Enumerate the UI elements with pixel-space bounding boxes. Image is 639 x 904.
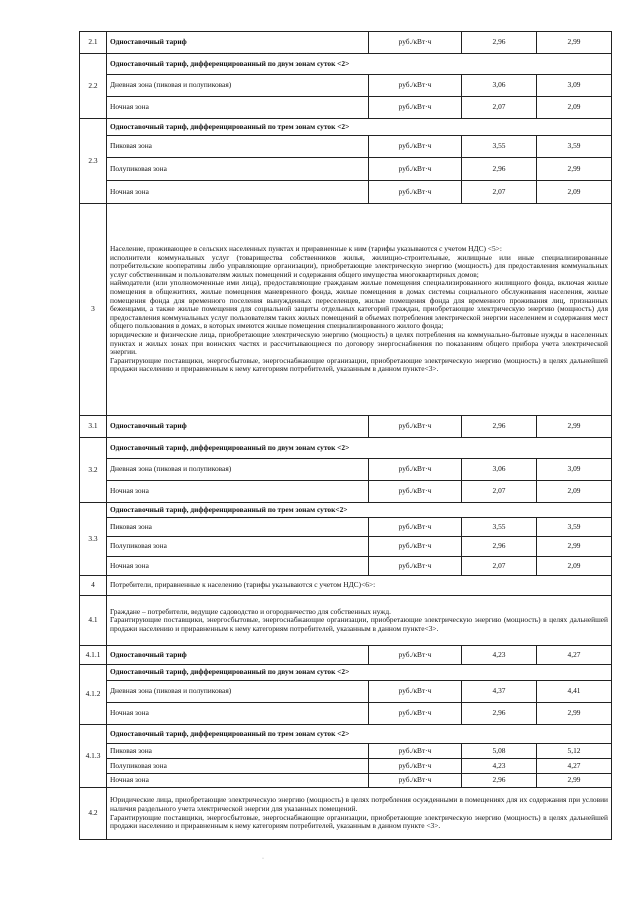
tariff-value-first-half: 4,23 (462, 759, 537, 774)
tariff-value-first-half: 3,06 (462, 459, 537, 481)
paragraph: Население, проживающее в сельских населенных пунктах и приравненные к ним (тарифы указываются с учетом НДС) <5>: (110, 244, 502, 254)
zone-label: Ночная зона (107, 774, 369, 788)
row-number: 4.1.3 (80, 725, 107, 788)
table-row (80, 32, 612, 54)
table-row (80, 97, 612, 119)
table-row (80, 204, 612, 416)
paragraph: Гарантирующие поставщики, энергосбытовые, энергоснабжающие организации, приобретающие электрическую энергию (мощность) в целях дальнейшей продажи населению и приравненным к нему категориям потребителей, указанным в данном пункте <3>. (110, 812, 608, 831)
tariff-value-second-half: 5,12 (537, 744, 612, 759)
paragraph: Гарантирующие поставщики, энергосбытовые, энергоснабжающие организации, приобретающие электрическую энергию (мощность) в целях дальнейшей продажи населению и приравненным к нему категориям потребителей, указанным в данном пункте<3>. (110, 615, 608, 633)
table-row (80, 665, 612, 681)
table-row (80, 596, 612, 646)
zone-label: Ночная зона (107, 97, 369, 119)
consumer-description (107, 596, 612, 646)
tariff-value-first-half: 2,07 (462, 181, 537, 204)
unit-cell: руб./кВт·ч (369, 774, 462, 788)
tariff-value-first-half: 2,96 (462, 703, 537, 725)
scan-mark: · (262, 856, 264, 862)
zone-label: Ночная зона (107, 181, 369, 204)
row-number: 4.1 (80, 596, 107, 646)
table-row (80, 788, 612, 840)
table-row (80, 136, 612, 158)
table-row (80, 576, 612, 596)
unit-cell: руб./кВт·ч (369, 759, 462, 774)
zone-label: Ночная зона (107, 557, 369, 576)
table-row (80, 181, 612, 204)
unit-cell: руб./кВт·ч (369, 703, 462, 725)
section-header: Одноставочный тариф, дифференцированный по трем зонам суток <2> (107, 725, 612, 744)
unit-cell: руб./кВт·ч (369, 646, 462, 665)
section-title: Потребители, приравненные к населению (тарифы указываются с учетом НДС)<6>: (107, 576, 612, 596)
section-header: Одноставочный тариф, дифференцированный по двум зонам суток <2> (107, 438, 612, 459)
paragraph: исполнители коммунальных услуг (товарищества собственников жилья, жилищно-строительные, жилищные или иные специализированные потребительские кооперативы либо управляющие организации), приобретающие электрическую энергию (мощность) для предоставления коммунальных услуг собственникам и пользователям жилых помещений и содержания общего имущества многоквартирных домов; (110, 252, 608, 279)
tariff-value-second-half: 2,99 (537, 416, 612, 438)
table-row (80, 518, 612, 537)
zone-label: Ночная зона (107, 481, 369, 503)
table-row (80, 75, 612, 97)
tariff-value-second-half: 3,09 (537, 75, 612, 97)
table-row (80, 503, 612, 518)
row-number: 3 (80, 204, 107, 416)
zone-label: Дневная зона (пиковая и полупиковая) (107, 459, 369, 481)
table-row (80, 537, 612, 557)
tariff-label: Одноставочный тариф (107, 416, 369, 438)
row-number: 4.1.1 (80, 646, 107, 665)
consumer-description (107, 788, 612, 840)
table-row (80, 438, 612, 459)
zone-label: Пиковая зона (107, 744, 369, 759)
table-row (80, 158, 612, 181)
tariff-value-second-half: 2,99 (537, 158, 612, 181)
tariff-value-second-half: 4,27 (537, 646, 612, 665)
unit-cell: руб./кВт·ч (369, 537, 462, 557)
row-number: 4.1.2 (80, 665, 107, 725)
tariff-value-first-half: 2,07 (462, 481, 537, 503)
unit-cell: руб./кВт·ч (369, 32, 462, 54)
row-number: 3.1 (80, 416, 107, 438)
tariff-value-second-half: 2,99 (537, 774, 612, 788)
tariff-value-second-half: 2,99 (537, 537, 612, 557)
tariff-value-second-half: 2,09 (537, 481, 612, 503)
table-row (80, 774, 612, 788)
tariff-value-second-half: 2,99 (537, 703, 612, 725)
unit-cell: руб./кВт·ч (369, 481, 462, 503)
zone-label: Полупиковая зона (107, 759, 369, 774)
table-row (80, 557, 612, 576)
table-row (80, 725, 612, 744)
tariff-value-second-half: 4,41 (537, 681, 612, 703)
tariff-value-first-half: 3,06 (462, 75, 537, 97)
section-header: Одноставочный тариф, дифференцированный по двум зонам суток <2> (107, 665, 612, 681)
tariff-value-second-half: 3,59 (537, 136, 612, 158)
unit-cell: руб./кВт·ч (369, 75, 462, 97)
zone-label: Полупиковая зона (107, 537, 369, 557)
unit-cell: руб./кВт·ч (369, 518, 462, 537)
paragraph: Граждане – потребители, ведущие садоводство и огородничество для собственных нужд. (110, 606, 392, 616)
table-row (80, 744, 612, 759)
row-number: 4 (80, 576, 107, 596)
table-row (80, 119, 612, 136)
tariff-value-second-half: 2,09 (537, 97, 612, 119)
section-header: Одноставочный тариф, дифференцированный по трем зонам суток<2> (107, 503, 612, 518)
unit-cell: руб./кВт·ч (369, 459, 462, 481)
unit-cell: руб./кВт·ч (369, 158, 462, 181)
tariff-value-first-half: 4,37 (462, 681, 537, 703)
tariff-label: Одноставочный тариф (107, 646, 369, 665)
tariff-value-second-half: 2,99 (537, 32, 612, 54)
table-row (80, 759, 612, 774)
zone-label: Дневная зона (пиковая и полупиковая) (107, 75, 369, 97)
tariff-label: Одноставочный тариф (107, 32, 369, 54)
paragraph: Юридические лица, приобретающие электрическую энергию (мощность) в целях потребления осужденными в помещениях для их содержания при условии наличия раздельного учета электрической энергии для указанных помещений. (110, 795, 608, 813)
table-row (80, 54, 612, 75)
paragraph: юридические и физические лица, приобретающие электрическую энергию (мощность) в целях потребления на коммунально-бытовые нужды в населенных пунктах и жилых зонах при воинских частях и рассчитывающиеся по договору энергоснабжения по показаниям общего прибора учета электрической энергии. (110, 329, 608, 357)
row-number: 2.3 (80, 119, 107, 204)
table-row (80, 646, 612, 665)
tariff-value-first-half: 2,07 (462, 97, 537, 119)
row-number: 4.2 (80, 788, 107, 840)
unit-cell: руб./кВт·ч (369, 181, 462, 204)
tariff-value-first-half: 3,55 (462, 136, 537, 158)
section-header: Одноставочный тариф, дифференцированный по двум зонам суток <2> (107, 54, 612, 75)
tariff-value-second-half: 4,27 (537, 759, 612, 774)
unit-cell: руб./кВт·ч (369, 97, 462, 119)
tariff-value-first-half: 3,55 (462, 518, 537, 537)
tariff-value-first-half: 2,96 (462, 32, 537, 54)
tariff-value-first-half: 5,08 (462, 744, 537, 759)
unit-cell: руб./кВт·ч (369, 681, 462, 703)
zone-label: Пиковая зона (107, 518, 369, 537)
unit-cell: руб./кВт·ч (369, 744, 462, 759)
tariff-value-second-half: 3,09 (537, 459, 612, 481)
consumer-description (107, 204, 612, 416)
tariff-value-second-half: 2,09 (537, 557, 612, 576)
tariff-value-first-half: 2,07 (462, 557, 537, 576)
table-row (80, 459, 612, 481)
row-number: 3.2 (80, 438, 107, 503)
unit-cell: руб./кВт·ч (369, 557, 462, 576)
tariff-value-first-half: 2,96 (462, 774, 537, 788)
unit-cell: руб./кВт·ч (369, 136, 462, 158)
row-number: 2.1 (80, 32, 107, 54)
table-row (80, 416, 612, 438)
paragraph: Гарантирующие поставщики, энергосбытовые, энергоснабжающие организации, приобретающие электрическую энергию (мощность) в целях дальнейшей продажи населению и приравненным к нему категориям потребителей, указанным в данном пункте<3>. (110, 355, 608, 374)
tariff-value-first-half: 2,96 (462, 158, 537, 181)
tariff-value-first-half: 2,96 (462, 416, 537, 438)
zone-label: Полупиковая зона (107, 158, 369, 181)
tariff-value-second-half: 2,09 (537, 181, 612, 204)
row-number: 2.2 (80, 54, 107, 119)
table-row (80, 481, 612, 503)
table-row (80, 681, 612, 703)
tariff-value-first-half: 4,23 (462, 646, 537, 665)
tariff-table (79, 31, 612, 840)
tariff-value-first-half: 2,96 (462, 537, 537, 557)
section-header: Одноставочный тариф, дифференцированный по трем зонам суток <2> (107, 119, 612, 136)
row-number: 3.3 (80, 503, 107, 576)
zone-label: Дневная зона (пиковая и полупиковая) (107, 681, 369, 703)
tariff-value-second-half: 3,59 (537, 518, 612, 537)
zone-label: Ночная зона (107, 703, 369, 725)
unit-cell: руб./кВт·ч (369, 416, 462, 438)
zone-label: Пиковая зона (107, 136, 369, 158)
paragraph: наймодатели (или уполномоченные ими лица), предоставляющие гражданам жилые помещения специализированного жилищного фонда, включая жилые помещения в общежитиях, жилые помещения маневренного фонда, жилые помещения в домах системы социального обслуживания населения, жилые помещения фонда для временного поселения вынужденных переселенцев, жилые помещения фонда для временного проживания лиц, признанных беженцами, а также жилые помещения для социальной защиты отдельных категорий граждан, приобретающие электрическую энергию (мощность) для предоставления коммунальных услуг пользователям таких жилых помещений в объемах потребления электрической энергии населением и содержания мест общего пользования в домах, в которых имеются жилые помещения специализированного жилого фонда; (110, 278, 608, 331)
table-row (80, 703, 612, 725)
